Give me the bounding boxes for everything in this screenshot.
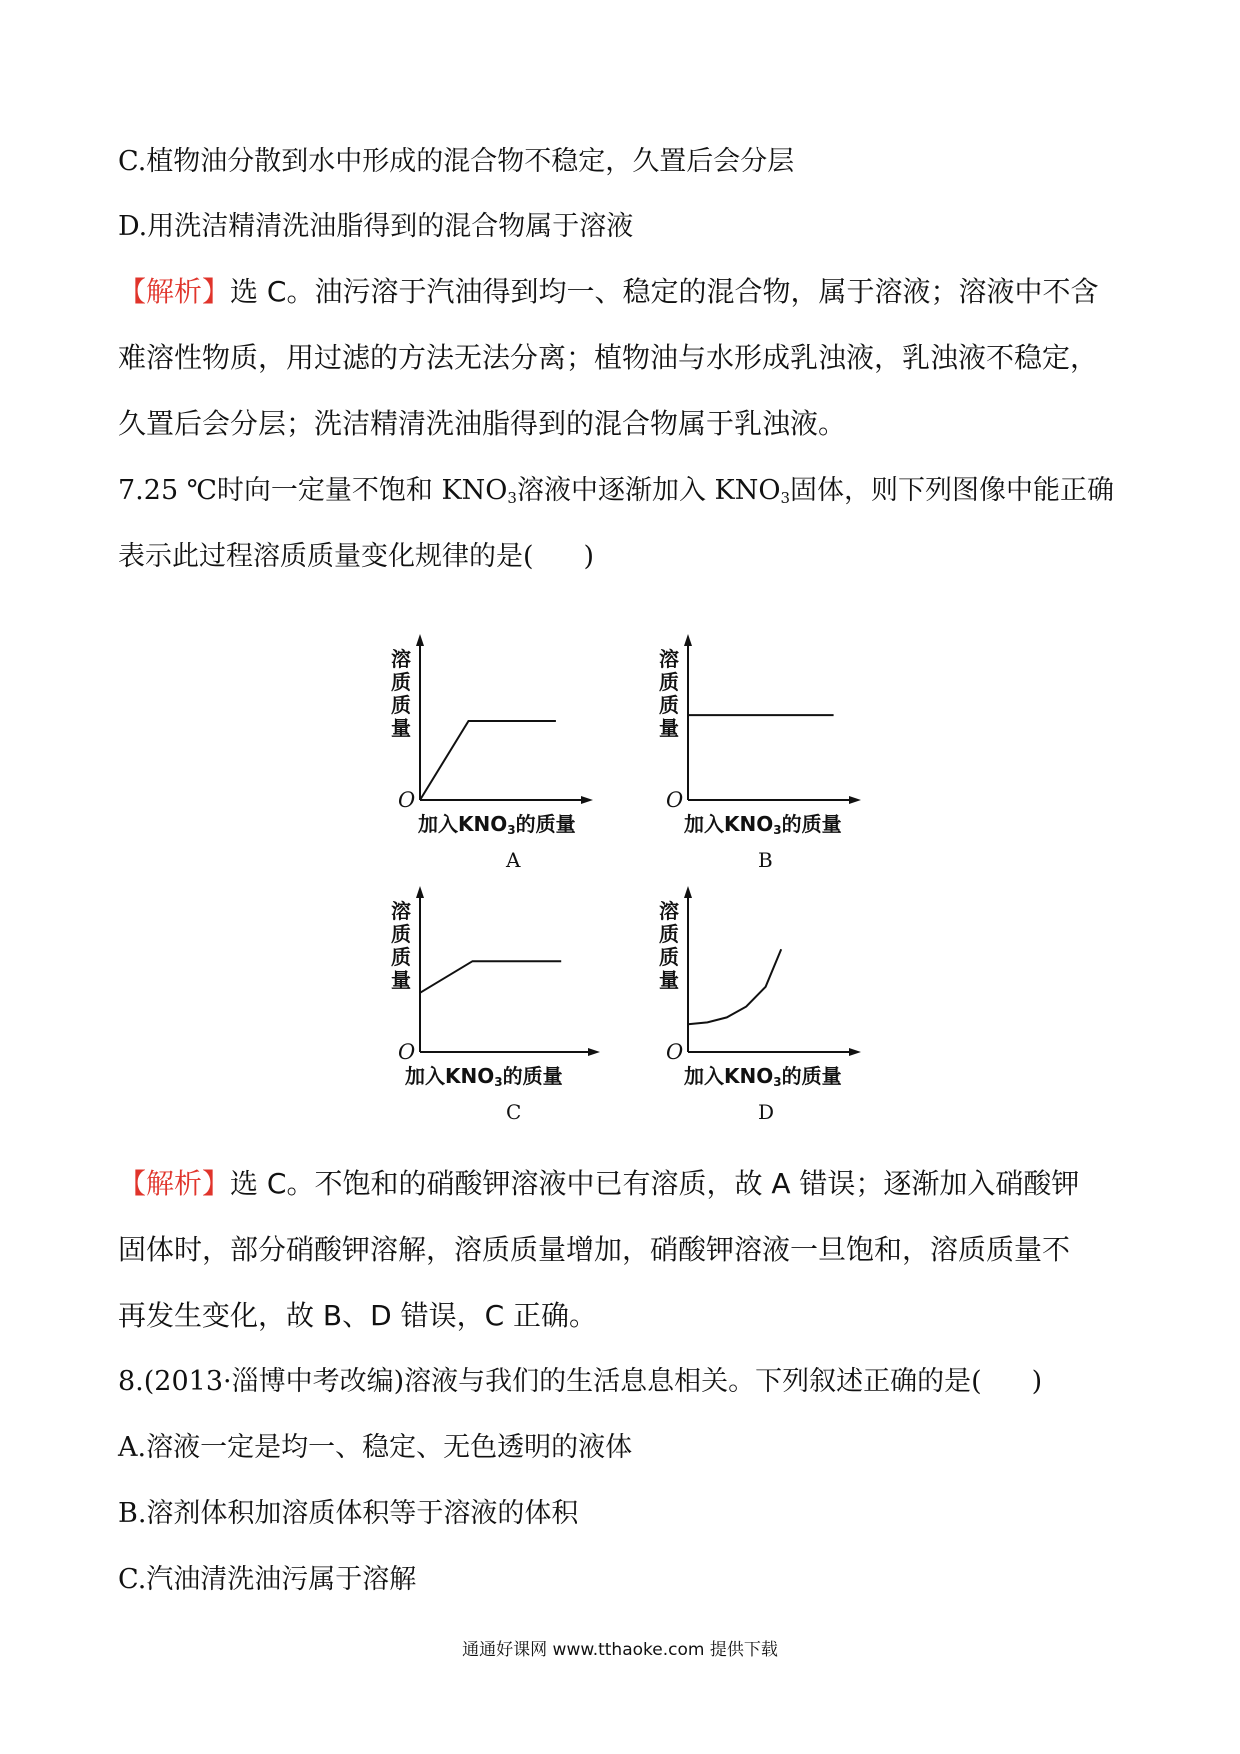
origin-label: O xyxy=(666,1040,684,1064)
analysis-7-line-2: 固体时，部分硝酸钾溶解，溶质质量增加，硝酸钾溶液一旦饱和，溶质质量不 xyxy=(118,1233,1071,1266)
origin-label: O xyxy=(398,788,416,812)
q7-text-c: 固体，则下列图像中能正确 xyxy=(790,475,1115,506)
chart-svg xyxy=(656,640,876,840)
y-axis-arrow xyxy=(684,634,692,646)
q8-close: ) xyxy=(1031,1366,1043,1397)
option-b: B.溶剂体积加溶质体积等于溶液的体积 xyxy=(118,1498,579,1529)
panel-letter: A xyxy=(506,848,521,872)
q7-text-b: 溶液中逐渐加入 KNO xyxy=(516,475,781,506)
x-axis-arrow xyxy=(849,1048,861,1056)
series-line xyxy=(420,961,561,993)
analysis-7-line-3: 再发生变化，故 B、D 错误，C 正确。 xyxy=(118,1299,598,1332)
q7-text-l2b: ) xyxy=(583,541,595,572)
q7-text-l2a: 表示此过程溶质质量变化规律的是( xyxy=(118,541,534,572)
x-axis-label: 加入$KNO_3$的质量 xyxy=(684,1064,842,1089)
analysis-tag: 【解析】 xyxy=(118,1167,231,1200)
analysis-text: 选 C。不饱和的硝酸钾溶液中已有溶质，故 A 错误；逐渐加入硝酸钾 xyxy=(230,1167,1080,1200)
x-axis-label: 加入$KNO_3$的质量 xyxy=(405,1064,563,1089)
analysis-6-line-2: 难溶性物质，用过滤的方法无法分离；植物油与水形成乳浊液，乳浊液不稳定， xyxy=(118,341,1099,374)
q7-text-a: 7.25 ℃时向一定量不饱和 KNO xyxy=(118,475,508,506)
y-axis-arrow xyxy=(416,886,424,898)
x-axis-label: 加入$KNO_3$的质量 xyxy=(684,812,842,837)
question-8 xyxy=(118,1368,1042,1395)
series-line xyxy=(688,949,781,1024)
chart-c xyxy=(388,892,608,1132)
q7-sub-2: 3 xyxy=(780,489,791,507)
y-axis-arrow xyxy=(416,634,424,646)
panel-letter: D xyxy=(758,1100,775,1124)
question-7-line-1 xyxy=(118,475,1115,507)
analysis-6-line-3: 久置后会分层；洗洁精清洗油脂得到的混合物属于乳浊液。 xyxy=(118,407,847,440)
chart-a xyxy=(388,640,608,880)
analysis-6-line-1 xyxy=(118,275,1099,308)
question-7-line-2 xyxy=(118,543,594,570)
option-c: C.汽油清洗油污属于溶解 xyxy=(118,1564,417,1595)
origin-label: O xyxy=(666,788,684,812)
series-line xyxy=(420,721,556,800)
y-axis-label: 溶 质 质 量 xyxy=(391,647,411,740)
y-axis-label: 溶 质 质 量 xyxy=(391,899,411,992)
chart-svg xyxy=(656,892,876,1092)
option-c-prev: C.植物油分散到水中形成的混合物不稳定，久置后会分层 xyxy=(118,146,795,177)
footer-credit: 通通好课网 www.tthaoke.com 提供下载 xyxy=(462,1640,778,1660)
analysis-text: 选 C。油污溶于汽油得到均一、稳定的混合物，属于溶液；溶液中不含 xyxy=(230,275,1099,308)
analysis-tag: 【解析】 xyxy=(118,275,231,308)
origin-label: O xyxy=(398,1040,416,1064)
x-axis-arrow xyxy=(849,796,861,804)
q7-sub-1: 3 xyxy=(507,489,517,507)
chart-d xyxy=(656,892,876,1132)
panel-letter: C xyxy=(506,1100,522,1124)
y-axis-label: 溶 质 质 量 xyxy=(659,899,679,992)
chart-svg xyxy=(388,892,608,1092)
y-axis-arrow xyxy=(684,886,692,898)
chart-b xyxy=(656,640,876,880)
x-axis-label: 加入$KNO_3$的质量 xyxy=(418,812,576,837)
chart-svg xyxy=(388,640,608,840)
x-axis-arrow xyxy=(581,796,593,804)
option-a: A.溶液一定是均一、稳定、无色透明的液体 xyxy=(118,1432,633,1463)
q8-text: 8.(2013·淄博中考改编)溶液与我们的生活息息相关。下列叙述正确的是( xyxy=(118,1366,982,1397)
analysis-7-line-1 xyxy=(118,1167,1080,1200)
panel-letter: B xyxy=(758,848,773,872)
option-d-prev: D.用洗洁精清洗油脂得到的混合物属于溶液 xyxy=(118,211,634,242)
x-axis-arrow xyxy=(588,1048,600,1056)
y-axis-label: 溶 质 质 量 xyxy=(659,647,679,740)
